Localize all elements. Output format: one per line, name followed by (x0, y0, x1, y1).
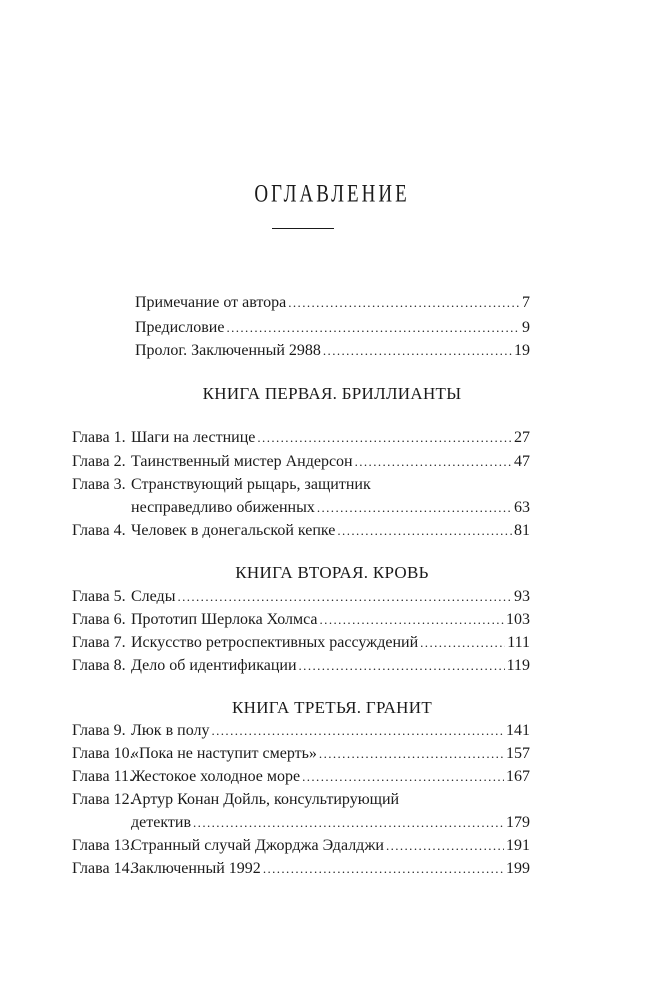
toc-entry-title: Искусство ретроспективных рассуждений (131, 634, 419, 651)
toc-entry-title: Люк в полу (131, 722, 210, 739)
toc-entry-chapter-1[interactable] (72, 427, 530, 449)
toc-entry-title: Артур Конан Дойль, консультирующий (131, 791, 400, 808)
toc-entry-front-2[interactable] (135, 317, 530, 339)
toc-leader-dots (319, 743, 504, 765)
toc-entry-page: 103 (506, 611, 530, 628)
toc-entry-chapter-8[interactable] (72, 655, 530, 677)
toc-entry-chapter-11[interactable] (72, 766, 530, 788)
chapter-label: Глава 3. (72, 476, 126, 493)
toc-entry-page: 199 (506, 860, 530, 877)
toc-leader-dots (320, 609, 504, 631)
toc-entry-title: «Пока не наступит смерть» (131, 745, 317, 762)
toc-entry-title: Прототип Шерлока Холмса (131, 611, 318, 628)
chapter-label: Глава 5. (72, 588, 126, 605)
toc-entry-page: 179 (506, 814, 530, 831)
toc-entry-title: Дело об идентификации (131, 657, 297, 674)
toc-entry-chapter-3[interactable] (72, 474, 530, 496)
toc-entry-page: 119 (506, 657, 530, 674)
chapter-label: Глава 14. (72, 860, 134, 877)
toc-leader-dots (337, 520, 512, 542)
toc-entry-title: Таинственный мистер Андерсон (131, 453, 353, 470)
toc-leader-dots (193, 812, 504, 834)
toc-leader-dots (323, 340, 512, 362)
chapter-label: Глава 2. (72, 453, 126, 470)
toc-entry-title: Предисловие (135, 319, 225, 336)
toc-entry-front-1[interactable] (135, 292, 530, 314)
toc-entry-page: 7 (522, 294, 530, 311)
toc-leader-dots (263, 858, 504, 880)
toc-entry-page: 167 (506, 768, 530, 785)
toc-entry-page: 9 (522, 319, 530, 336)
toc-entry-chapter-12[interactable] (72, 789, 530, 811)
toc-entry-page: 27 (514, 429, 530, 446)
toc-entry-chapter-10[interactable] (72, 743, 530, 765)
toc-entry-page: 47 (514, 453, 530, 470)
toc-entry-chapter-2[interactable] (72, 451, 530, 473)
chapter-label: Глава 8. (72, 657, 126, 674)
toc-entry-chapter-9[interactable] (72, 720, 530, 742)
toc-entry-title: Примечание от автора (135, 294, 287, 311)
toc-leader-dots (355, 451, 512, 473)
chapter-label: Глава 11. (72, 768, 133, 785)
toc-leader-dots (211, 720, 504, 742)
toc-entry-page: 191 (506, 837, 530, 854)
toc-leader-dots (257, 427, 512, 449)
book-heading-3: КНИГА ТРЕТЬЯ. ГРАНИТ (231, 698, 433, 717)
toc-entry-chapter-7[interactable] (72, 632, 530, 654)
chapter-label: Глава 4. (72, 522, 126, 539)
book-heading-2: КНИГА ВТОРАЯ. КРОВЬ (235, 563, 429, 582)
toc-entry-chapter-4[interactable] (72, 520, 530, 542)
toc-leader-dots (226, 317, 520, 339)
chapter-label: Глава 1. (72, 429, 126, 446)
toc-entry-chapter-3-cont[interactable] (131, 497, 530, 519)
chapter-label: Глава 6. (72, 611, 126, 628)
toc-entry-chapter-13[interactable] (72, 835, 530, 857)
toc-entry-chapter-5[interactable] (72, 586, 530, 608)
chapter-label: Глава 9. (72, 722, 126, 739)
toc-leader-dots (302, 766, 504, 788)
toc-entry-page: 157 (506, 745, 530, 762)
toc-entry-page: 81 (514, 522, 530, 539)
toc-entry-page: 19 (514, 342, 530, 359)
toc-entry-title: Заключенный 1992 (131, 860, 261, 877)
toc-entry-chapter-6[interactable] (72, 609, 530, 631)
page-title: ОГЛАВЛЕНИЕ (254, 179, 410, 208)
chapter-label: Глава 7. (72, 634, 126, 651)
chapter-label: Глава 13. (72, 837, 134, 854)
toc-entry-chapter-14[interactable] (72, 858, 530, 880)
toc-leader-dots (317, 497, 512, 519)
toc-entry-title-cont: детектив (131, 814, 192, 831)
toc-entry-title: Странствующий рыцарь, защитник (131, 476, 371, 493)
toc-entry-page: 63 (514, 499, 530, 516)
toc-entry-page: 111 (507, 634, 530, 651)
title-divider (272, 228, 334, 229)
toc-entry-title-cont: несправедливо обиженных (131, 499, 315, 516)
toc-leader-dots (299, 655, 505, 677)
toc-entry-title: Пролог. Заключенный 2988 (135, 342, 321, 359)
toc-entry-page: 93 (514, 588, 530, 605)
toc-leader-dots (386, 835, 504, 857)
toc-leader-dots (420, 632, 505, 654)
toc-leader-dots (288, 292, 520, 314)
toc-entry-title: Человек в донегальской кепке (131, 522, 336, 539)
toc-entry-title: Жестокое холодное море (131, 768, 301, 785)
toc-entry-title: Шаги на лестнице (131, 429, 256, 446)
toc-leader-dots (177, 586, 512, 608)
toc-entry-title: Странный случай Джорджа Эдалджи (131, 837, 384, 854)
toc-entry-title: Следы (131, 588, 176, 605)
toc-entry-page: 141 (506, 722, 530, 739)
book-heading-1: КНИГА ПЕРВАЯ. БРИЛЛИАНТЫ (202, 384, 462, 403)
chapter-label: Глава 12. (72, 791, 134, 808)
chapter-label: Глава 10. (72, 745, 134, 762)
toc-entry-chapter-12-cont[interactable] (131, 812, 530, 834)
toc-entry-front-3[interactable] (135, 340, 530, 362)
